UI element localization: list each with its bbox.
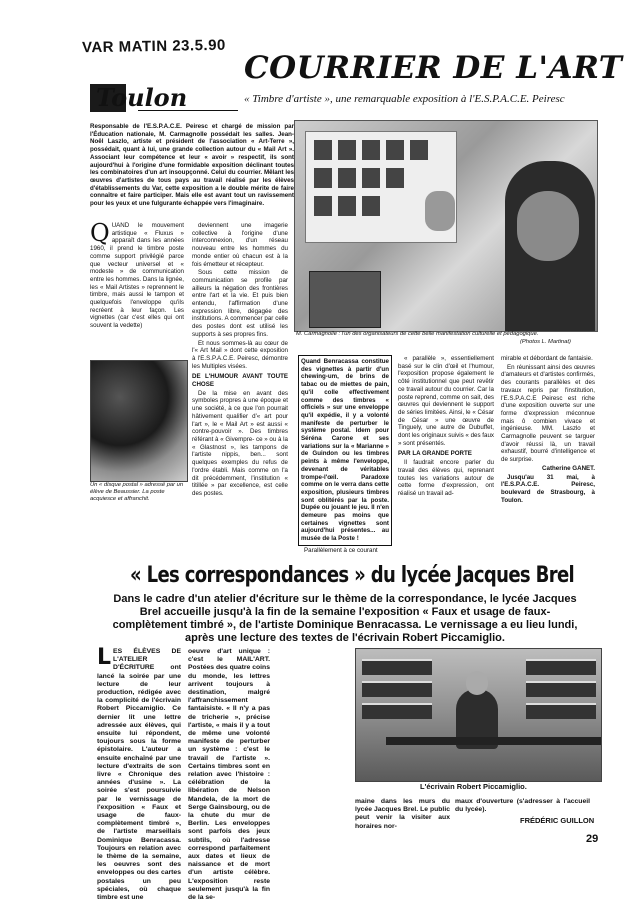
article-column-4: [398, 355, 494, 499]
headline-courrier-de-lart: COURRIER DE L'ART: [244, 50, 623, 86]
column-paragraph: De la mise en avant des symboles propres à une époque et une société, à ce que l'on pourrait hâtivement qualifier d'« art pour l'art », le « Mail Art » est aussi « contre-pouvoir ». Des timbres référant à « Givempre- ce » ou à la « Glastnost », les tampons de l'artiste nippis, ben... sont quelques exemples du refus de l'ordre établi. Mais comme on l'a dit précédemment, l'institution « titillée » par excellence, est celle des postes.: [192, 389, 288, 497]
article-column-1: [90, 219, 184, 331]
column-paragraph: UAND le mouvement artistique « Fluxus » apparaît dans les années 1960, il prend le timbre poste comme support privilégié parce que vecteur universel et « modeste » de communication entre les hommes. Dans la lignée, les « Mail Artistes » reprennent le timbre, mais aussi le tampon et quelquefois l'enveloppe qu'ils recréent à leur façon. Les vignettes (car c'est elles qui ont souvent la vedette): [90, 222, 184, 330]
author-signature: Catherine GANET.: [542, 464, 595, 472]
carmagnolle-photo: [294, 120, 598, 332]
column-paragraph: Sous cette mission de communication se profile par ailleurs la négation des frontières entre l'art et la vie. Et puis bien entendu, l'affirmation d'une expression libre, dégagée des institutions. A commencer par celle des postes dont est utilisé les supports à ses propres fins.: [192, 269, 288, 338]
writer-head: [466, 671, 488, 695]
piccamiglio-caption: L'écrivain Robert Piccamiglio.: [420, 782, 527, 791]
carmagnolle-caption: M. Carmagnolle : l'un des organisateurs de cette belle manifestation culturelle et pédagogique.: [296, 331, 539, 337]
subheadline: « Timbre d'artiste », une remarquable exposition à l'E.S.P.A.C.E. Peiresc: [244, 93, 565, 105]
column-paragraph: maine dans les murs du lycée Jacques Brel. Le public peut venir la visiter aux horaires nor-: [355, 798, 450, 830]
boxed-paragraph: Quand Benracassa constitue des vignettes à partir d'un chewing-um, de brins de tabac ou de miettes de pain, qu'il colle effectivement comme des timbres « officiels » sur une enveloppe qu'il expédie, il y a volonté manifeste de perturber le système postal. Idem pour Séréna Carone et ses variations sur la « Marianne » de Guindon ou les timbres peints à même l'enveloppe, devenant de véritables trompe-l'œil. Paradoxe comme on le verra dans cette exposition, plusieurs timbres sont oblitérés par la poste. Dupée ou jouant le jeu. Il n'en demeure pas moins que certaines vignettes sont aujourd'hui présentes... au musée de la Poste !: [298, 355, 392, 546]
article2-column-2: [188, 648, 270, 902]
photo-credit: (Photos L. Martinat): [520, 339, 571, 345]
location-label: Toulon: [96, 83, 188, 112]
page-number: 29: [586, 833, 599, 845]
raised-hand: [425, 191, 455, 231]
article2-column-1: [97, 645, 181, 902]
handwritten-note: VAR MATIN 23.5.90: [81, 36, 226, 57]
article-column-5: [501, 355, 595, 505]
column-paragraph: maux d'ouverture (s'adresser à l'accueil du lycée).: [455, 798, 590, 814]
framed-stamps: [309, 271, 381, 328]
column-paragraph: En réunissant ainsi des œuvres d'amateurs et d'artistes confirmés, des courants parallèles et des travaux repris par l'institution, l'E.S.P.A.C.E Peiresc est riche d'une exposition ouverte sur une forme d'expression méconnue mais ô combien vivace et ingénieuse. MM. Laszlo et Carmagnolle peuvent se targuer d'avoir réussi là, un travail exhaustif, bourré d'intelligence et de surprise.: [501, 363, 595, 464]
article2-column-5: [455, 798, 590, 814]
lead-paragraph: Responsable de l'E.S.P.A.C.E. Peiresc et chargé de mission par l'Éducation nationale, M. Carmagnolle possédait les salles. Jean-Noël Laszlo, artiste et président de l'association « Art-Terre », possédait, quant à lui, une grande collection autour du « Mail Art ». Associant leur compétence et leur « avoir » respectif, ils sont aujourd'hui à l'origine d'une formidable exposition déclinant toutes les combinatoires d'un art insoupçonné. Celui du courrier. Mêlant les œuvres d'artistes de tous pays au travail réalisé par les élèves d'établissements du Var, cette exposition a le double mérite de faire connaître et faire participer. Mais elle est avant tout un ravissement pour les yeux et une fulgurante échappée vers l'imaginaire.: [90, 123, 294, 208]
article-deck: Dans le cadre d'un atelier d'écriture sur le thème de la correspondance, le lycée Jacques Brel accueille jusqu'à la fin de la semaine l'exposition « Faux et usage de faux-complètement timbré », de l'artiste Dominique Benracassa. Le vernissage a eu lieu lundi, après une lecture des textes de l'écrivain Robert Piccamiglio.: [112, 593, 578, 644]
drop-cap: Q: [90, 219, 110, 247]
disque-postal-caption: Un « disque postal » adressé par un élève de Beaussier. La poste acquiesce et affranchit.: [90, 482, 184, 502]
disque-postal-photo: [90, 360, 188, 482]
article-column-3: [298, 355, 392, 556]
article2-column-4: [355, 798, 450, 831]
drop-cap: L: [97, 645, 112, 670]
piccamiglio-photo: [355, 648, 602, 782]
column-paragraph: « parallèle », essentiellement basé sur le clin d'œil et l'humour, l'exposition propose également le côté institutionnel que peut revêtir ce travail autour du courrier. Car la poste reprend, comme on sait, des œuvres qui deviennent le support de séries limitées. Ainsi, le « César de César » une œuvre de Tinguely, une autre de Dubuffet, dont les originaux suivis « des faux » sont présentés.: [398, 355, 494, 447]
column-paragraph: mirable et débordant de fantaisie.: [501, 355, 593, 362]
column-paragraph: Et nous sommes-là au cœur de l'« Art Mail » dont cette exposition à l'E.S.P.A.C.E. Peiresc, démontre les Multiples visées.: [192, 339, 288, 370]
column-paragraph: deviennent une imagerie collective à l'origine d'une interconnexion, d'un réseau nouveau entre les hommes du monde entier où chacun est à la fois émetteur et récepteur.: [192, 222, 288, 268]
desk: [386, 737, 601, 745]
article-column-2: [192, 222, 288, 499]
headline-correspondances: « Les correspondances » du lycée Jacques Brel: [130, 563, 575, 588]
column-paragraph: Il faudrait encore parler du travail des élèves qui, reprenant toutes les variations autour de cette forme d'expression, ont réalisé un travail ad-: [398, 459, 494, 497]
section-subhead: DE L'HUMOUR AVANT TOUTE CHOSE: [192, 373, 288, 389]
exhibition-dates: Jusqu'au 31 mai, à l'E.S.P.A.C.E. Peiresc, boulevard de Strasbourg, à Toulon.: [501, 473, 595, 504]
location-banner: [90, 80, 240, 114]
column-paragraph: oeuvre d'art unique : c'est le MAIL'ART. Postées des quatre coins du monde, les lettres arrivent toujours à destination, malgré l'affranchissement fantaisiste. « Il n'y a pas de tricherie », précise l'artiste, « mais il y a tout de même une volonté manifeste de perturber un système : c'est le travail de l'artiste ». Certains timbres sont en relation avec l'histoire : célébration de la libération de Nelson Mandela, de la mort de Serge Gainsbourg, ou de la chute du mur de Berlin. Les enveloppes sont parfois des jeux subtils, où l'adresse correspond parfaitement aux dates et lieux de naissance et de mort d'un artiste célèbre. L'exposition reste seulement jusqu'à la fin de la se-: [188, 648, 270, 902]
author-signature: FRÉDÉRIC GUILLON: [520, 816, 595, 825]
location-rule: [138, 110, 238, 111]
man-face: [517, 191, 579, 261]
column-paragraph: ES ÉLÈVES DE L'ATELIER D'ÉCRITURE ont lancé la soirée par une lecture de leur production, rédigée avec la complicité de l'écrivain Robert Piccamiglio. Ce dernier lit une lettre adressée aux élèves, qui ensuite lui répondent, toujours sous la forme épistolaire. L'auteur a ensuite enchaîné par une lecture d'extraits de son livre « Chronique des années d'usine ». La soirée s'est poursuivie par le vernissage de l'exposition « Faux et usage de faux-complètement timbré », de l'artiste marseillais Dominique Benracassa. Toujours en relation avec le thème de la semaine, les oeuvres sont des enveloppes ou des cartes postales un peu spéciales, où chaque timbre est une: [97, 648, 181, 902]
section-subhead: PAR LA GRANDE PORTE: [398, 450, 472, 458]
column-paragraph: Parallèlement à ce courant: [304, 546, 378, 554]
